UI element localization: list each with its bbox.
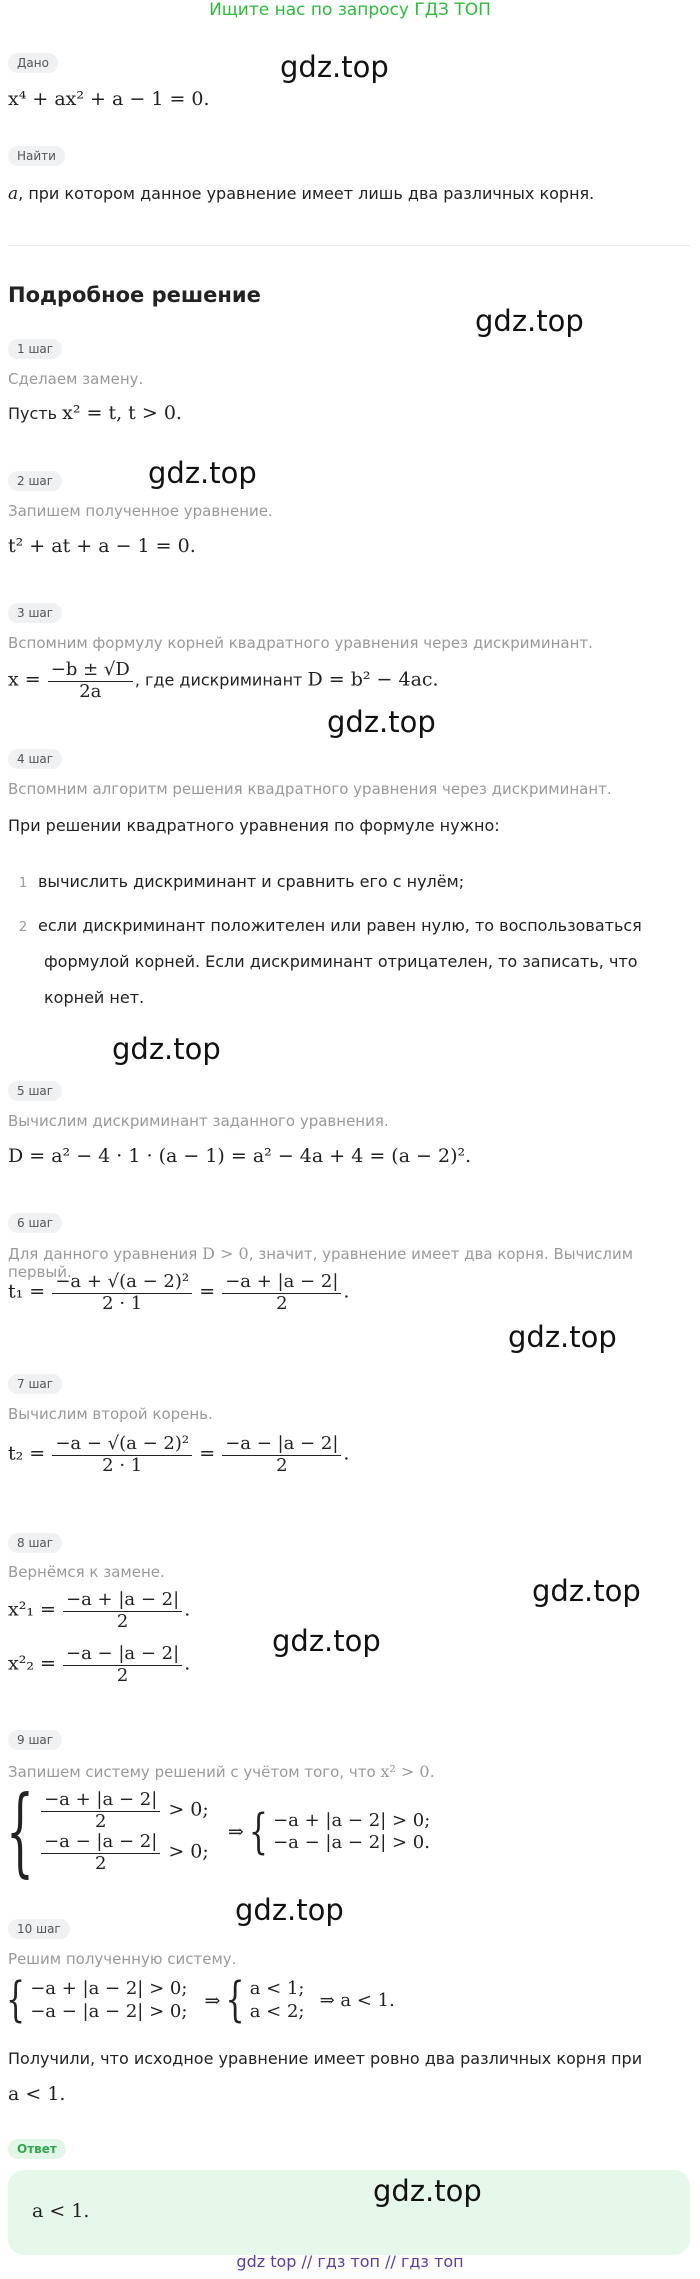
watermark: gdz.top [235, 1893, 344, 1927]
list-item: 2 если дискриминант положителен или равен нулю, то воспользоваться [18, 916, 642, 935]
step-5-badge: 5 шаг [8, 1081, 62, 1101]
answer-value: a < 1. [32, 2200, 90, 2222]
step-5-note: Вычислим дискриминант заданного уравнения. [8, 1112, 389, 1130]
step-1-math: Пусть x² = t, t > 0. [8, 402, 182, 424]
watermark: gdz.top [112, 1032, 221, 1066]
step-6-formula: t₁ = $\frac{\text{−a + √(a − 2)²}}{2 \cdot 1}$ = $\frac{-a + |a - 2|}{2}$ . [8, 1271, 350, 1314]
step-1-note: Сделаем замену. [8, 370, 144, 388]
step-9-note: Запишем систему решений с учётом того, что x² > 0. [8, 1762, 435, 1781]
step-8-root-2: x²₂ = $\frac{-a - |a - 2|}{2}$ . [8, 1643, 191, 1686]
list-item: 1 вычислить дискриминант и сравнить его с нулём; [18, 872, 465, 891]
top-banner[interactable]: Ищите нас по запросу ГДЗ ТОП [209, 0, 491, 20]
step-8-note: Вернёмся к замене. [8, 1563, 165, 1581]
watermark: gdz.top [475, 304, 584, 338]
answer-badge: Ответ [8, 2139, 66, 2159]
solution-title: Подробное решение [8, 283, 261, 307]
find-badge: Найти [8, 146, 65, 166]
watermark: gdz.top [532, 1574, 641, 1608]
given-badge: Дано [8, 53, 58, 73]
step-2-note: Запишем полученное уравнение. [8, 502, 273, 520]
list-item-continuation: корней нет. [44, 988, 145, 1007]
watermark: gdz.top [280, 50, 389, 84]
step-4-note: Вспомним алгоритм решения квадратного уравнения через дискриминант. [8, 780, 612, 798]
step-9-system: { $\frac{-a + |a - 2|}{2}$ > 0; $\frac{-a - |a - 2|}{2}$ > 0; ⇒ { −a + |a − 2| > 0; −a − |a − 2| > 0. [6, 1776, 431, 1889]
step-9-badge: 9 шаг [8, 1730, 62, 1750]
step-3-badge: 3 шаг [8, 603, 62, 623]
step-2-badge: 2 шаг [8, 471, 62, 491]
watermark: gdz.top [373, 2174, 482, 2208]
answer-box [8, 2170, 690, 2255]
step-6-badge: 6 шаг [8, 1213, 62, 1233]
step-1-badge: 1 шаг [8, 339, 62, 359]
conclusion-math: a < 1. [8, 2083, 66, 2105]
step-3-formula: x = $\frac{-b \pm √D}{2a}$ , где дискриминант D = b² − 4ac. [8, 659, 439, 702]
step-5-math: D = a² − 4 · 1 · (a − 1) = a² − 4a + 4 = (a − 2)². [8, 1145, 472, 1167]
watermark: gdz.top [327, 705, 436, 739]
divider [8, 245, 690, 246]
step-7-note: Вычислим второй корень. [8, 1405, 213, 1423]
step-3-note: Вспомним формулу корней квадратного уравнения через дискриминант. [8, 634, 593, 652]
step-7-formula: t₂ = $\frac{\text{−a − √(a − 2)²}}{2 \cdot 1}$ = $\frac{-a - |a - 2|}{2}$ . [8, 1433, 350, 1476]
find-text: a, при котором данное уравнение имеет лишь два различных корня. [8, 184, 595, 204]
step-8-badge: 8 шаг [8, 1533, 62, 1553]
step-10-badge: 10 шаг [8, 1919, 70, 1939]
step-10-system: { −a + |a − 2| > 0; −a − |a − 2| > 0; ⇒ { a < 1; a < 2; ⇒ a < 1. [6, 1972, 395, 2029]
step-4-intro: При решении квадратного уравнения по формуле нужно: [8, 816, 500, 835]
watermark: gdz.top [272, 1624, 381, 1658]
footer-links[interactable]: gdz top // гдз топ // гдз топ [236, 2252, 464, 2271]
step-2-math: t² + at + a − 1 = 0. [8, 535, 196, 557]
conclusion-text: Получили, что исходное уравнение имеет ровно два различных корня при [8, 2049, 643, 2068]
watermark: gdz.top [508, 1320, 617, 1354]
list-item-continuation: формулой корней. Если дискриминант отрицателен, то записать, что [44, 952, 638, 971]
step-10-note: Решим полученную систему. [8, 1950, 237, 1968]
step-4-badge: 4 шаг [8, 749, 62, 769]
watermark: gdz.top [148, 456, 257, 490]
step-8-root-1: x²₁ = $\frac{-a + |a - 2|}{2}$ . [8, 1589, 191, 1632]
step-7-badge: 7 шаг [8, 1374, 62, 1394]
step-6-note: Для данного уравнения D > 0, значит, уравнение имеет два корня. Вычислим первый. [8, 1244, 634, 1281]
given-equation: x⁴ + ax² + a − 1 = 0. [8, 88, 210, 110]
